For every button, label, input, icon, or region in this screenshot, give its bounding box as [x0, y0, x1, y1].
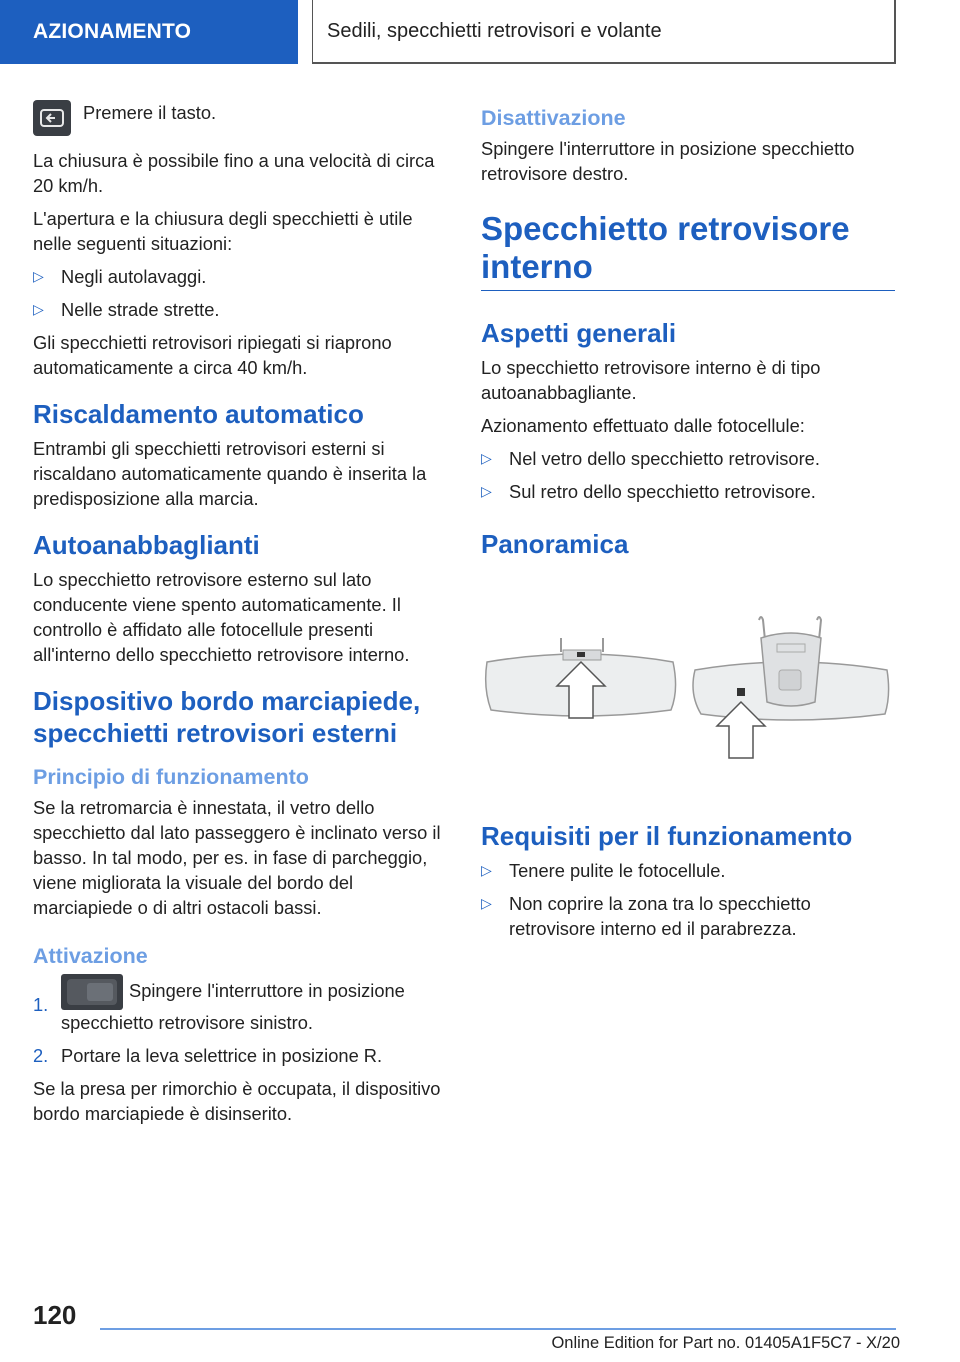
- general-text: Lo specchietto retrovisore interno è di tipo autoanabbagliante.: [481, 357, 821, 403]
- heading-curb-function: Dispositivo bordo marciapiede, specchietti retrovisori esterni: [33, 686, 421, 748]
- list-item-text: Sul retro dello specchietto retrovisore.: [509, 481, 816, 502]
- page-number: 120: [33, 1300, 77, 1330]
- speed-limit-text: La chiusura è possibile fino a una velocità di circa 20 km/h.: [33, 150, 435, 196]
- mirror-illustration: [481, 610, 895, 800]
- heading-overview: Panoramica: [481, 529, 629, 559]
- bullet-icon: ▷: [481, 483, 492, 499]
- bullet-icon: ▷: [481, 862, 492, 878]
- footer-edition: Online Edition for Part no. 01405A1F5C7 - X/20: [551, 1334, 900, 1352]
- press-key-row: [33, 100, 447, 136]
- principle-text: Se la retromarcia è innestata, il vetro dello specchietto dal lato passeggero è inclinato verso il basso. In tal modo, per es. in fase di parcheggio, viene migliorata la visuale del bordo del marciapiede o di altri ostacoli bassi.: [33, 797, 441, 918]
- list-item: [33, 264, 447, 289]
- list-item: [481, 858, 895, 883]
- bullet-icon: ▷: [33, 301, 44, 317]
- list-item: [481, 446, 895, 471]
- trailer-text: Se la presa per rimorchio è occupata, il dispositivo bordo marciapiede è disinserito.: [33, 1078, 441, 1124]
- list-item: [481, 891, 895, 941]
- step-item: [33, 1043, 447, 1068]
- bullet-icon: ▷: [481, 450, 492, 466]
- page-header-title: Sedili, specchietti retrovisori e volante: [312, 0, 896, 64]
- photocells-intro: Azionamento effettuato dalle fotocellule:: [481, 415, 805, 436]
- step-text: Spingere l'interruttore in posizione specchietto retrovisore sinistro.: [61, 979, 405, 1033]
- deactivation-text: Spingere l'interruttore in posizione specchietto retrovisore destro.: [481, 138, 855, 184]
- step-text-wrap: [61, 974, 447, 1035]
- heading-general: Aspetti generali: [481, 318, 677, 348]
- heading-deactivation: Disattivazione: [481, 106, 626, 130]
- footer-divider: [100, 1328, 896, 1330]
- step-item: [33, 974, 447, 1035]
- heading-requirements: Requisiti per il funzionamento: [481, 821, 853, 851]
- heading-activation: Attivazione: [33, 944, 148, 968]
- list-item-text: Tenere pulite le fotocellule.: [509, 860, 726, 881]
- step-text: Portare la leva selettrice in posizione R.: [61, 1045, 383, 1066]
- list-item-text: Nel vetro dello specchietto retrovisore.: [509, 448, 820, 469]
- heading-principle: Principio di funzionamento: [33, 765, 309, 789]
- reopen-text: Gli specchietti retrovisori ripiegati si riaprono automaticamente a circa 40 km/h.: [33, 332, 392, 378]
- auto-dimming-text: Lo specchietto retrovisore esterno sul lato conducente viene spento automaticamente. Il controllo è affidato alle fotocellule presenti all'interno dello specchietto retrovisore interno.: [33, 569, 410, 665]
- mirror-fold-icon: [33, 100, 71, 136]
- situations-intro: L'apertura e la chiusura degli specchietti è utile nelle seguenti situazioni:: [33, 208, 413, 254]
- heading-interior-mirror: Specchietto retrovisore interno: [481, 210, 895, 291]
- list-item: [33, 297, 447, 322]
- left-column: [33, 100, 447, 1134]
- list-item-text: Nelle strade strette.: [61, 299, 220, 320]
- step-number: 1.: [33, 994, 49, 1015]
- bullet-icon: ▷: [33, 268, 44, 284]
- bullet-icon: ▷: [481, 895, 492, 911]
- list-item: [481, 479, 895, 504]
- right-column: [481, 100, 895, 949]
- heading-auto-dimming: Autoanabbaglianti: [33, 530, 260, 560]
- list-item-text: Negli autolavaggi.: [61, 266, 207, 287]
- step-number: 2.: [33, 1045, 49, 1066]
- list-item-text: Non coprire la zona tra lo specchietto retrovisore interno ed il parabrezza.: [509, 893, 811, 939]
- mirror-switch-icon: [61, 974, 123, 1010]
- press-key-text: Premere il tasto.: [83, 102, 217, 123]
- section-tab: AZIONAMENTO: [0, 0, 298, 64]
- heading-heating: Riscaldamento automatico: [33, 399, 364, 429]
- heating-text: Entrambi gli specchietti retrovisori esterni si riscaldano automaticamente quando è inserita la predisposizione alla marcia.: [33, 438, 427, 509]
